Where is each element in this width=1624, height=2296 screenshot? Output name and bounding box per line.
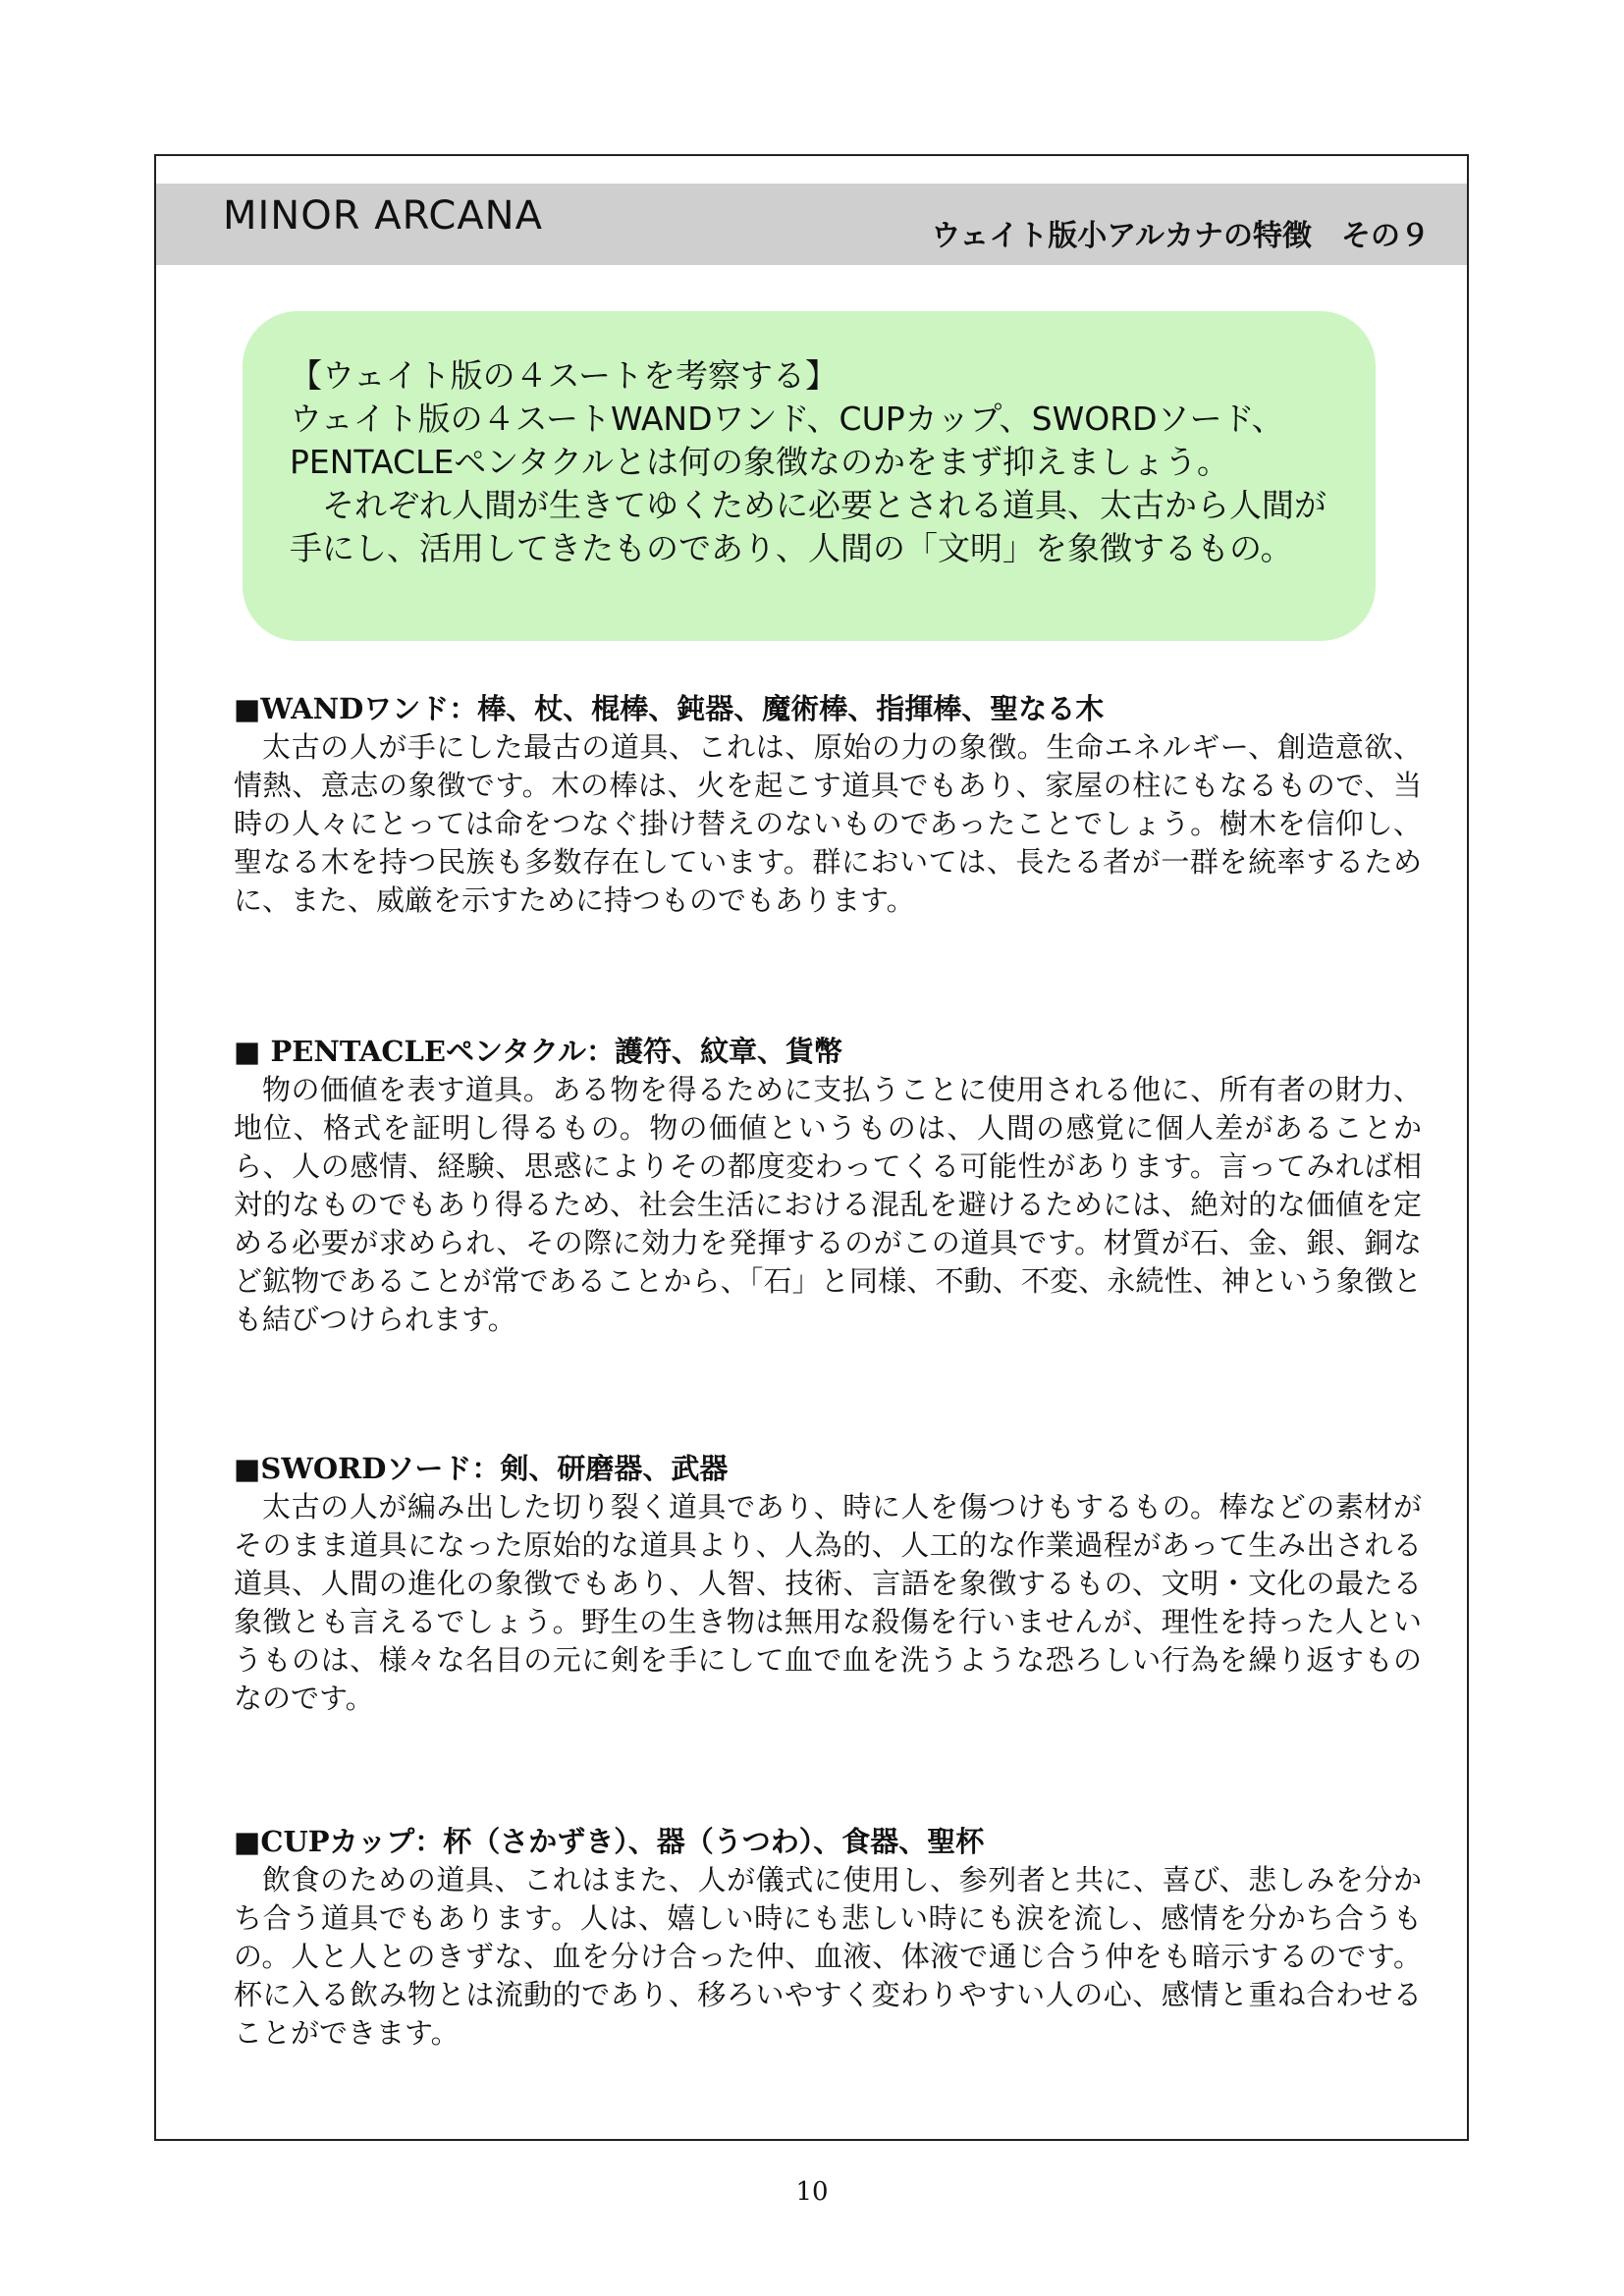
section-heading: ■CUPカップ：杯（さかずき）、器（うつわ）、食器、聖杯	[234, 1825, 985, 1858]
section-sword	[234, 1449, 1422, 1718]
page-frame	[154, 154, 1469, 2141]
intro-box	[243, 311, 1376, 641]
section-heading: ■WANDワンド：棒、杖、棍棒、鈍器、魔術棒、指揮棒、聖なる木	[234, 692, 1105, 725]
page-number: 10	[795, 2177, 829, 2207]
intro-line-1: ウェイト版の４スートWANDワンド、CUPカップ、SWORDソード、PENTACLEペンタクルとは何の象徴なのかをまず抑えましょう。	[290, 400, 1284, 481]
section-heading: ■SWORDソード：剣、研磨器、武器	[234, 1452, 729, 1485]
intro-heading: 【ウェイト版の４スートを考察する】	[290, 356, 839, 395]
section-body: 物の価値を表す道具。ある物を得るために支払うことに使用される他に、所有者の財力、地位、格式を証明し得るもの。物の価値というものは、人間の感覚に個人差があることから、人の感情、経験、思惑によりその都度変わってくる可能性があります。言ってみれば相対的なものでもあり得るため、社会生活における混乱を避けるためには、絶対的な価値を定める必要が求められ、その際に効力を発揮するのがこの道具です。材質が石、金、銀、銅など鉱物であることが常であることから、「石」と同様、不動、不変、永続性、神という象徴とも結びつけられます。	[234, 1073, 1422, 1336]
section-heading: ■ PENTACLEペンタクル：護符、紋章、貨幣	[234, 1035, 842, 1068]
page-subtitle: ウェイト版小アルカナの特徴 その９	[931, 219, 1430, 253]
header-bar	[156, 184, 1467, 265]
page-title: MINOR ARCANA	[223, 193, 543, 239]
section-body: 太古の人が編み出した切り裂く道具であり、時に人を傷つけもするもの。棒などの素材がそのまま道具になった原始的な道具より、人為的、人工的な作業過程があって生み出される道具、人間の進化の象徴でもあり、人智、技術、言語を象徴するもの、文明・文化の最たる象徴とも言えるでしょう。野生の生き物は無用な殺傷を行いませんが、理性を持った人というものは、様々な名目の元に剣を手にして血で血を洗うような恐ろしい行為を繰り返すものなのです。	[234, 1490, 1422, 1715]
section-cup	[234, 1822, 1422, 2053]
section-pentacle	[234, 1032, 1422, 1339]
section-body: 飲食のための道具、これはまた、人が儀式に使用し、参列者と共に、喜び、悲しみを分かち合う道具でもあります。人は、嬉しい時にも悲しい時にも涙を流し、感情を分かち合うもの。人と人とのきずな、血を分け合った仲、血液、体液で通じ合う仲をも暗示するのです。杯に入る飲み物とは流動的であり、移ろいやすく変わりやすい人の心、感情と重ね合わせることができます。	[234, 1863, 1422, 2050]
section-body: 太古の人が手にした最古の道具、これは、原始の力の象徴。生命エネルギー、創造意欲、情熱、意志の象徴です。木の棒は、火を起こす道具でもあり、家屋の柱にもなるもので、当時の人々にとっては命をつなぐ掛け替えのないものであったことでしょう。樹木を信仰し、聖なる木を持つ民族も多数存在しています。群においては、長たる者が一群を統率するために、また、威厳を示すために持つものでもあります。	[234, 730, 1422, 917]
intro-line-2: それぞれ人間が生きてゆくために必要とされる道具、太古から人間が手にし、活用してきたものであり、人間の「文明」を象徴するもの。	[290, 486, 1326, 567]
section-wand	[234, 689, 1422, 920]
